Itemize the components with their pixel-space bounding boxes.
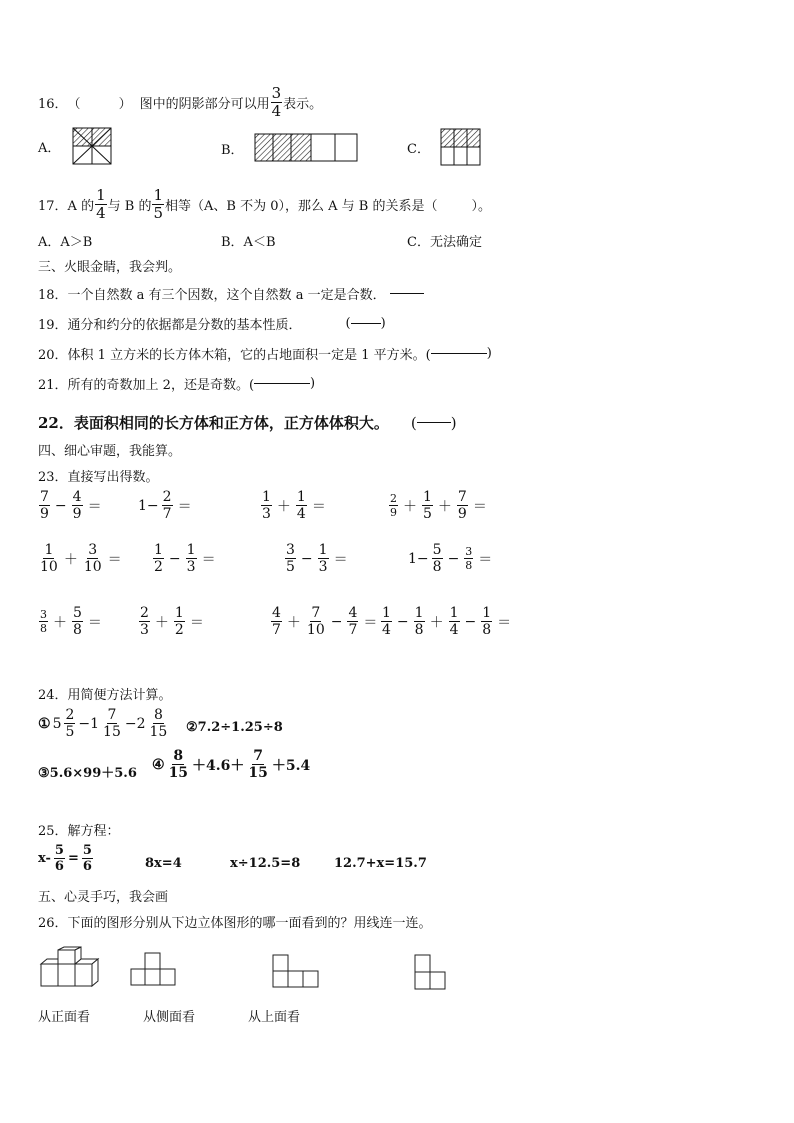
q23-title: 23．直接写出得数。 [38,470,159,485]
q23-item-4[interactable]: $\frac{2}{9}$ ＋ $\frac{1}{5}$ ＋ $\frac{7}{9}$ ＝ [390,489,487,522]
q24-problem-4[interactable]: ④ $\frac{8}{15}$ ＋4.6＋ $\frac{7}{15}$ ＋5.4 [152,748,311,781]
q16-option-a[interactable]: A． [38,127,112,165]
q17-option-a[interactable]: A．A＞B [38,235,93,250]
q25-equation-3[interactable]: x÷12.5=8 [230,856,301,871]
q17-option-b[interactable]: B．A＜B [221,235,276,250]
q21-answer-blank[interactable] [254,383,310,384]
q19-line: 19．通分和约分的依据都是分数的基本性质． ( ) [38,316,386,333]
q26-label-top[interactable]: 从上面看 [248,1010,301,1025]
q23-item-3[interactable]: $\frac{1}{3}$ ＋ $\frac{1}{4}$ ＝ [262,489,326,522]
q16-figure-a [72,127,112,165]
q26-solid-figure [38,946,102,990]
q24-title: 24．用简便方法计算。 [38,688,172,703]
q16-number: 16． [38,97,68,112]
q25-equation-2[interactable]: 8x=4 [145,856,182,871]
q17-option-c[interactable]: C．无法确定 [407,235,482,250]
q23-item-9[interactable]: $\frac{3}{8}$ ＋ $\frac{5}{8}$ ＝ [40,605,102,638]
q23-item-12[interactable]: $\frac{1}{4}$ − $\frac{1}{8}$ ＋ $\frac{1}{4}$ − $\frac{1}{8}$ ＝ [382,605,512,638]
q25-equation-1[interactable]: x- $\frac{5}{6}$ = $\frac{5}{6}$ [38,843,92,874]
q22-line: 22．表面积相同的长方体和正方体，正方体体积大。 ( ) [38,413,457,432]
q23-item-1[interactable]: $\frac{7}{9}$ − $\frac{4}{9}$ ＝ [40,489,102,522]
q18-answer-blank[interactable] [390,293,424,294]
q25-equation-4[interactable]: 12.7+x=15.7 [334,856,427,871]
q16-figure-c [440,128,482,166]
q23-item-11[interactable]: $\frac{4}{7}$ ＋ $\frac{7}{10}$ − $\frac{4}{7}$ ＝ [272,605,378,638]
q16-figure-b [254,133,358,163]
q16-line: 16． （ ） 图中的阴影部分可以用 $\frac{3}{4}$ 表示。 [38,84,323,120]
q24-problem-1[interactable]: ① 5 $\frac{2}{5}$ −1 $\frac{7}{15}$ −2 $\frac{8}{15}$ [38,707,168,740]
q22-answer-blank[interactable] [417,422,451,423]
section-3-heading: 三、火眼金睛，我会判。 [38,260,182,275]
q23-item-2[interactable]: 1− $\frac{2}{7}$ ＝ [138,489,192,522]
q26-label-side[interactable]: 从侧面看 [143,1010,196,1025]
q23-item-10[interactable]: $\frac{2}{3}$ ＋ $\frac{1}{2}$ ＝ [140,605,204,638]
q16-option-c[interactable]: C． [407,128,482,166]
q23-item-8[interactable]: 1− $\frac{5}{8}$ − $\frac{3}{8}$ ＝ [408,542,493,575]
q25-title: 25．解方程： [38,824,120,839]
q20-line: 20．体积 1 立方米的长方体木箱，它的占地面积一定是 1 平方米。( ) [38,346,492,363]
section-5-heading: 五、心灵手巧，我会画 [38,890,169,905]
q21-line: 21．所有的奇数加上 2，还是奇数。( ) [38,376,316,393]
q26-view-3 [413,953,447,991]
q20-answer-blank[interactable] [431,353,487,354]
q23-item-5[interactable]: $\frac{1}{10}$ ＋ $\frac{3}{10}$ ＝ [40,542,122,575]
q17-fraction-b: $\frac{1}{5}$ [153,186,163,222]
q26-view-2 [272,953,320,989]
q18-line: 18．一个自然数 a 有三个因数，这个自然数 a 一定是合数． [38,284,424,303]
q16-option-b[interactable]: B． [221,133,358,163]
q26-view-1 [130,951,176,987]
q26-title: 26．下面的图形分别从下边立体图形的哪一面看到的？用线连一连。 [38,916,432,931]
q17-fraction-a: $\frac{1}{4}$ [96,186,106,222]
q23-item-6[interactable]: $\frac{1}{2}$ − $\frac{1}{3}$ ＝ [154,542,216,575]
q26-label-front[interactable]: 从正面看 [38,1010,91,1025]
q16-fraction: $\frac{3}{4}$ [271,84,282,120]
section-4-heading: 四、细心审题，我能算。 [38,444,182,459]
q19-answer-blank[interactable] [351,323,381,324]
q23-item-7[interactable]: $\frac{3}{5}$ − $\frac{1}{3}$ ＝ [286,542,348,575]
q17-line: 17． A 的 $\frac{1}{4}$ 与 B 的 $\frac{1}{5}$ 相等（A、B 不为 0），那么 A 与 B 的关系是（ ）。 [38,186,491,222]
q24-problem-2[interactable]: ②7.2÷1.25÷8 [186,720,283,735]
q24-problem-3[interactable]: ③5.6×99＋5.6 [38,766,137,781]
